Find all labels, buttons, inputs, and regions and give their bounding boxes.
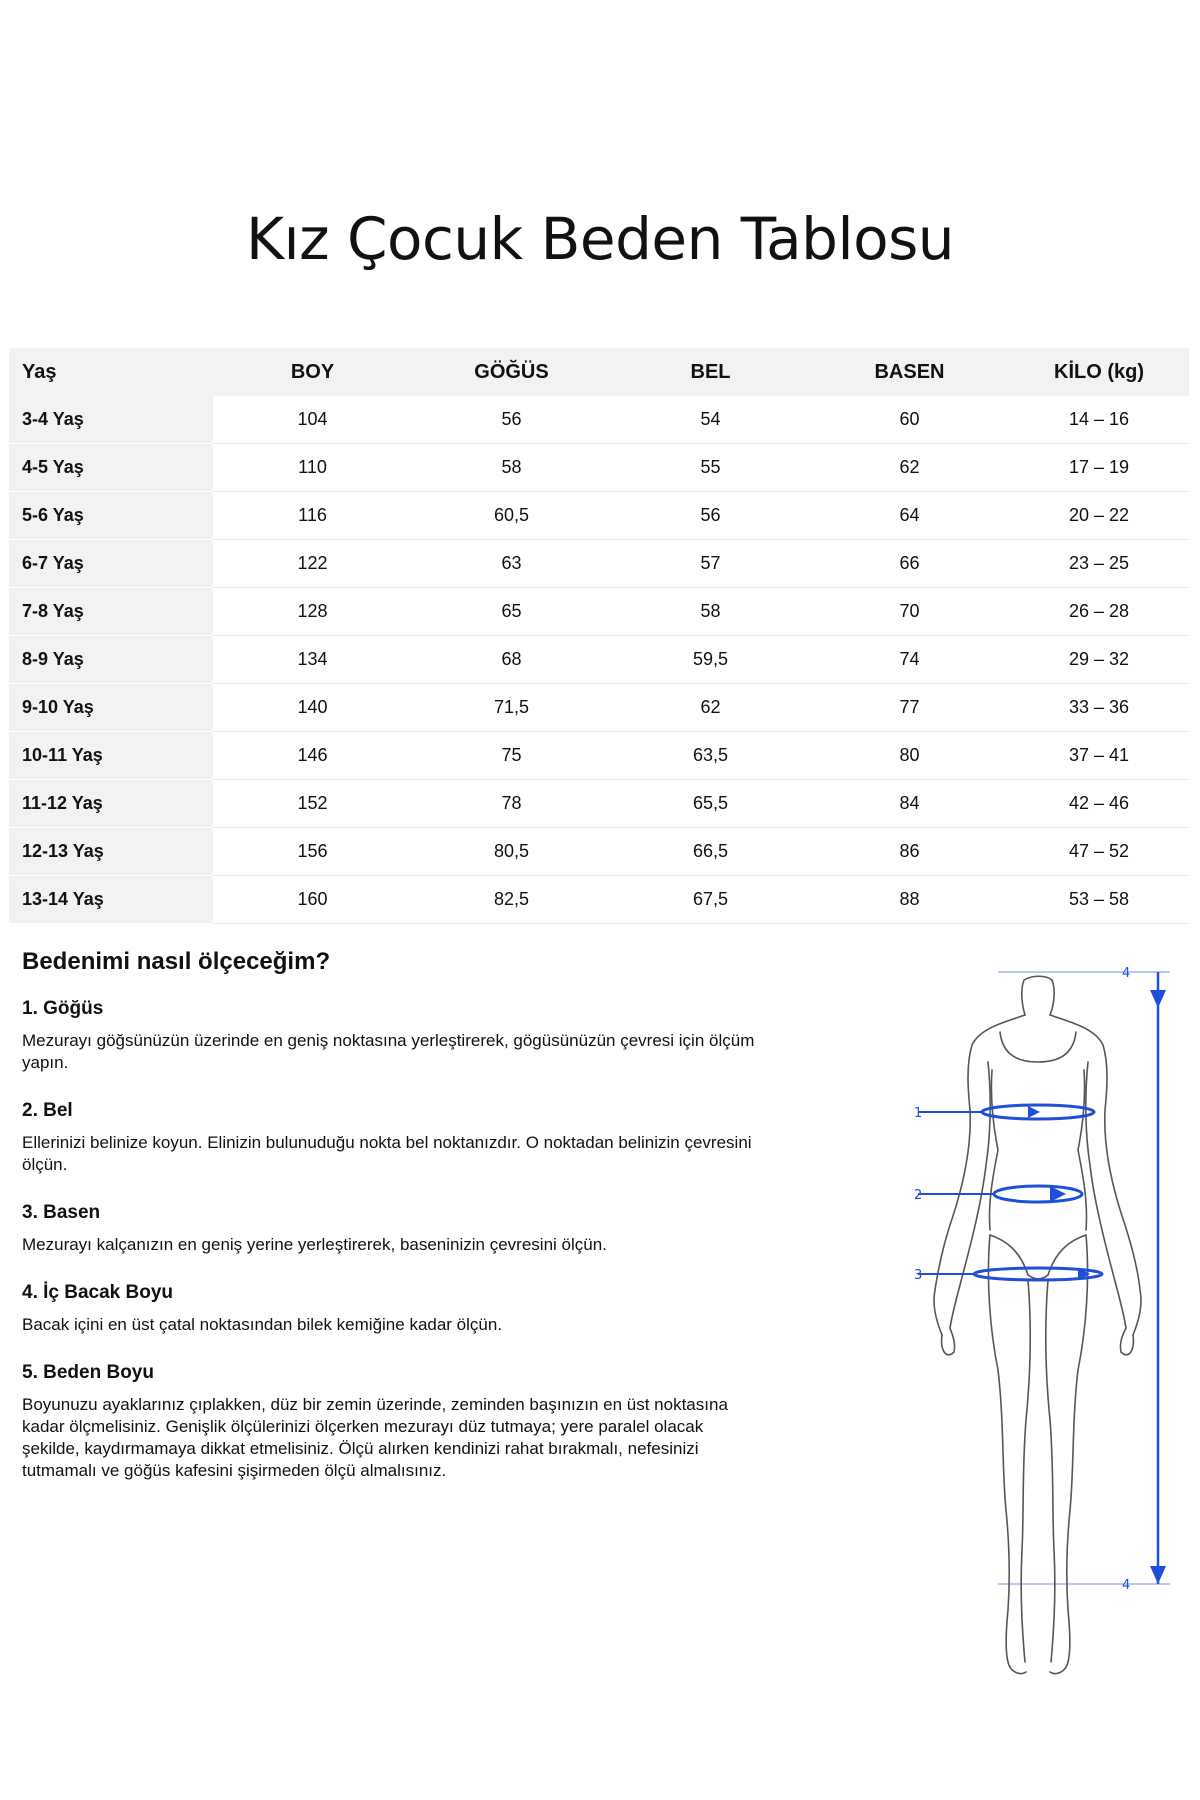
cell-hip: 77 <box>810 684 1009 732</box>
cell-height: 116 <box>213 492 412 540</box>
cell-weight: 33 – 36 <box>1009 684 1189 732</box>
cell-age: 11-12 Yaş <box>9 780 213 828</box>
cell-weight: 37 – 41 <box>1009 732 1189 780</box>
cell-age: 6-7 Yaş <box>9 540 213 588</box>
cell-height: 122 <box>213 540 412 588</box>
cell-waist: 63,5 <box>611 732 810 780</box>
body-measurement-figure <box>890 950 1190 1690</box>
table-row <box>9 636 1189 684</box>
cell-waist: 67,5 <box>611 876 810 924</box>
cell-hip: 74 <box>810 636 1009 684</box>
cell-weight: 14 – 16 <box>1009 396 1189 444</box>
cell-chest: 56 <box>412 396 611 444</box>
cell-height: 134 <box>213 636 412 684</box>
guide-section-title: 3. Basen <box>22 1202 101 1223</box>
cell-chest: 65 <box>412 588 611 636</box>
cell-height: 146 <box>213 732 412 780</box>
guide-heading: Bedenimi nasıl ölçeceğim? <box>22 948 331 975</box>
size-chart-table <box>9 348 1189 924</box>
cell-waist: 59,5 <box>611 636 810 684</box>
cell-height: 156 <box>213 828 412 876</box>
cell-chest: 75 <box>412 732 611 780</box>
table-row <box>9 876 1189 924</box>
table-row <box>9 396 1189 444</box>
guide-section-text: Bacak içini en üst çatal noktasından bilek kemiğine kadar ölçün. <box>22 1315 503 1334</box>
guide-section-title: 2. Bel <box>22 1100 73 1121</box>
cell-waist: 56 <box>611 492 810 540</box>
cell-waist: 58 <box>611 588 810 636</box>
cell-age: 8-9 Yaş <box>9 636 213 684</box>
cell-age: 13-14 Yaş <box>9 876 213 924</box>
cell-hip: 88 <box>810 876 1009 924</box>
waist-measure <box>918 1186 1082 1202</box>
cell-age: 7-8 Yaş <box>9 588 213 636</box>
cell-hip: 60 <box>810 396 1009 444</box>
marker-label-hip: 3 <box>914 1268 923 1283</box>
cell-height: 128 <box>213 588 412 636</box>
cell-age: 12-13 Yaş <box>9 828 213 876</box>
cell-height: 110 <box>213 444 412 492</box>
cell-age: 4-5 Yaş <box>9 444 213 492</box>
header-height: BOY <box>213 348 412 396</box>
table-row <box>9 588 1189 636</box>
cell-height: 160 <box>213 876 412 924</box>
guide-section-title: 4. İç Bacak Boyu <box>22 1282 174 1303</box>
cell-hip: 70 <box>810 588 1009 636</box>
cell-hip: 84 <box>810 780 1009 828</box>
cell-age: 10-11 Yaş <box>9 732 213 780</box>
cell-waist: 62 <box>611 684 810 732</box>
table-row <box>9 444 1189 492</box>
cell-weight: 29 – 32 <box>1009 636 1189 684</box>
cell-weight: 42 – 46 <box>1009 780 1189 828</box>
cell-age: 9-10 Yaş <box>9 684 213 732</box>
table-row <box>9 492 1189 540</box>
cell-weight: 23 – 25 <box>1009 540 1189 588</box>
cell-weight: 20 – 22 <box>1009 492 1189 540</box>
cell-hip: 66 <box>810 540 1009 588</box>
table-row <box>9 828 1189 876</box>
page-title: Kız Çocuk Beden Tablosu <box>245 204 955 273</box>
marker-label-chest: 1 <box>914 1106 923 1121</box>
guide-section-text: Boyunuzu ayaklarınız çıplakken, düz bir zemin üzerinde, zeminden başınızın en üst noktasına kadar ölçmelisiniz. Genişlik ölçülerinizi ölçerken mezurayı düz tutmaya; yere paralel olacak şekilde, kaydırmamaya dikkat etmelisiniz. Ölçü alırken kendinizi rahat bırakmalı, nefesinizi tutmamalı ve göğüs kafesini şişirmeden ölçü almalısınız. <box>22 1395 728 1480</box>
cell-chest: 82,5 <box>412 876 611 924</box>
guide-section-title: 1. Göğüs <box>22 998 104 1019</box>
cell-height: 104 <box>213 396 412 444</box>
table-row <box>9 540 1189 588</box>
cell-height: 140 <box>213 684 412 732</box>
marker-label-height-bottom: 4 <box>1122 1578 1131 1593</box>
cell-waist: 57 <box>611 540 810 588</box>
cell-chest: 71,5 <box>412 684 611 732</box>
header-chest: GÖĞÜS <box>412 348 611 396</box>
cell-hip: 86 <box>810 828 1009 876</box>
cell-waist: 66,5 <box>611 828 810 876</box>
marker-label-waist: 2 <box>914 1188 923 1203</box>
measurement-guide <box>22 948 762 1508</box>
guide-section-text: Mezurayı göğsünüzün üzerinde en geniş noktasına yerleştirerek, gögüsünüzün çevresi için ölçüm yapın. <box>22 1031 755 1072</box>
cell-weight: 47 – 52 <box>1009 828 1189 876</box>
table-header-row <box>9 348 1189 396</box>
cell-hip: 80 <box>810 732 1009 780</box>
cell-waist: 54 <box>611 396 810 444</box>
cell-waist: 65,5 <box>611 780 810 828</box>
cell-hip: 62 <box>810 444 1009 492</box>
cell-age: 5-6 Yaş <box>9 492 213 540</box>
marker-label-height-top: 4 <box>1122 966 1131 981</box>
guide-section-text: Mezurayı kalçanızın en geniş yerine yerleştirerek, baseninizin çevresini ölçün. <box>22 1235 607 1254</box>
header-weight: KİLO (kg) <box>1009 348 1189 396</box>
cell-weight: 26 – 28 <box>1009 588 1189 636</box>
table-row <box>9 684 1189 732</box>
cell-chest: 58 <box>412 444 611 492</box>
cell-chest: 80,5 <box>412 828 611 876</box>
header-age: Yaş <box>9 348 213 396</box>
cell-chest: 60,5 <box>412 492 611 540</box>
cell-chest: 78 <box>412 780 611 828</box>
table-row <box>9 780 1189 828</box>
cell-chest: 68 <box>412 636 611 684</box>
cell-height: 152 <box>213 780 412 828</box>
header-waist: BEL <box>611 348 810 396</box>
body-outline <box>934 976 1141 1673</box>
table-row <box>9 732 1189 780</box>
cell-chest: 63 <box>412 540 611 588</box>
chest-measure <box>918 1105 1094 1119</box>
cell-hip: 64 <box>810 492 1009 540</box>
cell-waist: 55 <box>611 444 810 492</box>
guide-section-title: 5. Beden Boyu <box>22 1362 154 1383</box>
cell-weight: 53 – 58 <box>1009 876 1189 924</box>
hip-measure <box>918 1268 1102 1280</box>
header-hip: BASEN <box>810 348 1009 396</box>
cell-age: 3-4 Yaş <box>9 396 213 444</box>
cell-weight: 17 – 19 <box>1009 444 1189 492</box>
guide-section-text: Ellerinizi belinize koyun. Elinizin bulunuduğu nokta bel noktanızdır. O noktadan belinizin çevresini ölçün. <box>22 1133 752 1174</box>
